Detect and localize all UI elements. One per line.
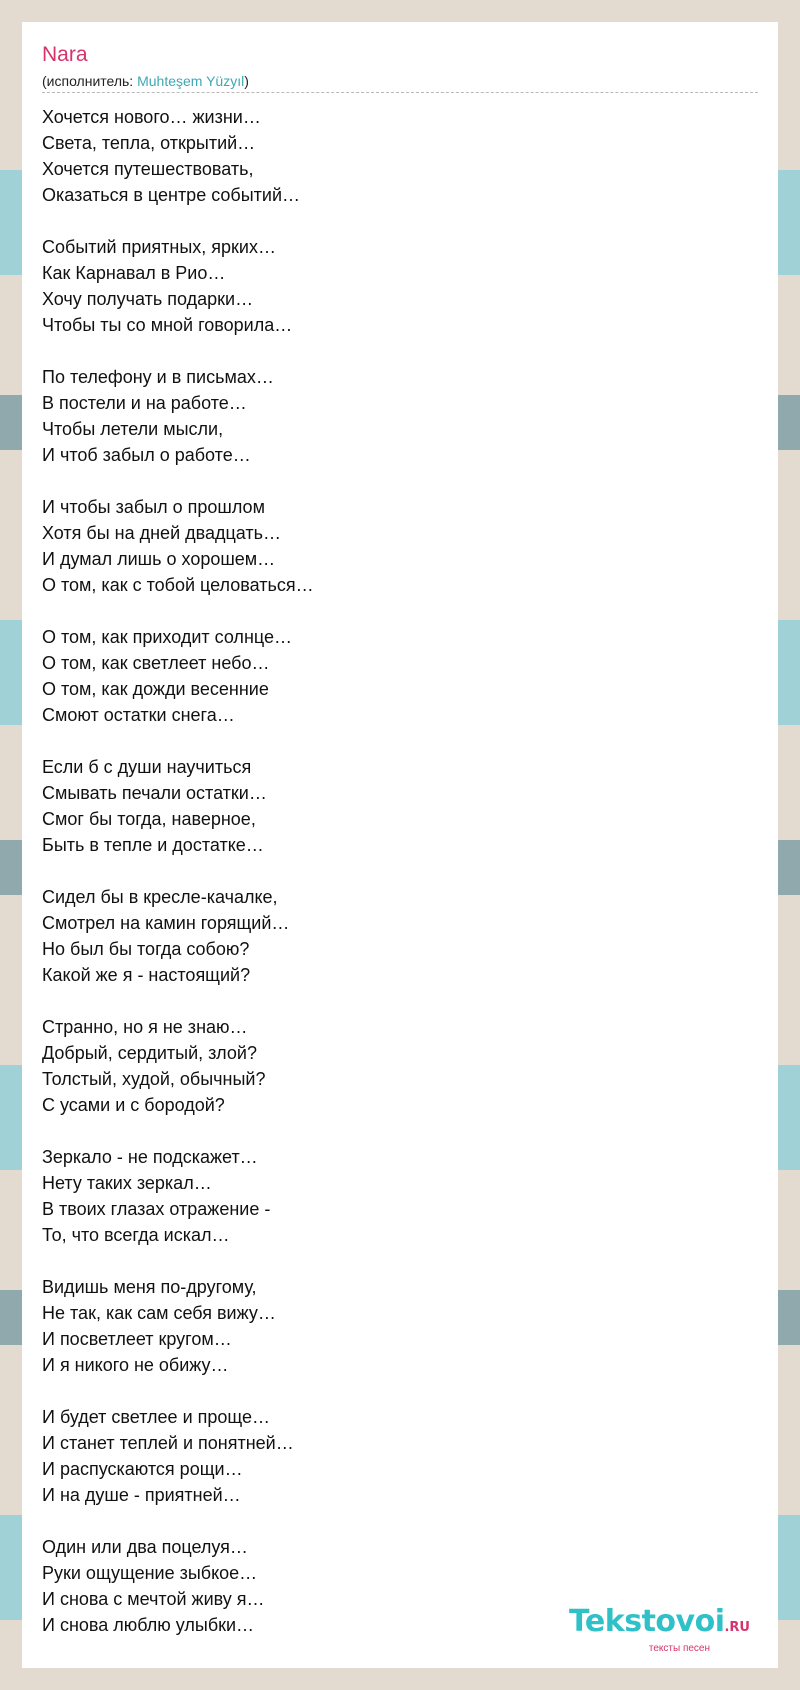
performer-link[interactable]: Muhteşem Yüzyıl <box>137 73 245 89</box>
lyrics-card <box>22 22 778 1668</box>
performer-prefix: (исполнитель: <box>42 73 138 89</box>
lyrics-line: Смог бы тогда, наверное, <box>42 809 256 829</box>
lyrics-line: По телефону и в письмах… <box>42 367 274 387</box>
lyrics-line: Чтобы летели мысли, <box>42 419 224 439</box>
lyrics-line: И снова люблю улыбки… <box>42 1615 255 1635</box>
song-header <box>42 42 758 93</box>
header-divider <box>42 92 758 93</box>
lyrics-line: И будет светлее и проще… <box>42 1407 271 1427</box>
lyrics-line: Хочется нового… жизни… <box>42 107 261 127</box>
lyrics-line: Света, тепла, открытий… <box>42 133 256 153</box>
lyrics-line: Если б с души научиться <box>42 757 252 777</box>
lyrics-stanza <box>42 234 742 338</box>
performer-line <box>42 72 758 90</box>
lyrics-line: О том, как светлеет небо… <box>42 653 270 673</box>
lyrics-line: И думал лишь о хорошем… <box>42 549 276 569</box>
lyrics-stanza <box>42 754 742 858</box>
lyrics-line: С усами и с бородой? <box>42 1095 225 1115</box>
lyrics-line: Но был бы тогда собою? <box>42 939 250 959</box>
lyrics-stanza <box>42 104 742 208</box>
lyrics-line: Хочу получать подарки… <box>42 289 254 309</box>
lyrics-stanza <box>42 1144 742 1248</box>
lyrics-line: И я никого не обижу… <box>42 1355 229 1375</box>
lyrics-line: Оказаться в центре событий… <box>42 185 301 205</box>
lyrics-line: О том, как приходит солнце… <box>42 627 292 647</box>
logo-tagline: тексты песен <box>648 1643 710 1654</box>
lyrics-line: Добрый, сердитый, злой? <box>42 1043 257 1063</box>
lyrics-line: Видишь меня по-другому, <box>42 1277 257 1297</box>
lyrics-line: О том, как с тобой целоваться… <box>42 575 314 595</box>
lyrics-line: Смывать печали остатки… <box>42 783 267 803</box>
lyrics-line: Событий приятных, ярких… <box>42 237 276 257</box>
lyrics-stanza <box>42 494 742 598</box>
lyrics-stanza <box>42 624 742 728</box>
lyrics-line: Как Карнавал в Рио… <box>42 263 226 283</box>
song-title: Nara <box>42 43 88 66</box>
lyrics-line: В постели и на работе… <box>42 393 247 413</box>
lyrics-line: И чтобы забыл о прошлом <box>42 497 265 517</box>
lyrics-stanza <box>42 1404 742 1508</box>
lyrics-stanza <box>42 884 742 988</box>
lyrics-line: Зеркало - не подскажет… <box>42 1147 258 1167</box>
lyrics-line: И посветлеет кругом… <box>42 1329 232 1349</box>
lyrics-line: Хотя бы на дней двадцать… <box>42 523 282 543</box>
lyrics-line: То, что всегда искал… <box>42 1225 230 1245</box>
logo-tld: .RU <box>724 1620 750 1635</box>
lyrics-line: Странно, но я не знаю… <box>42 1017 248 1037</box>
logo-name: Tekstovoi <box>568 1604 725 1639</box>
lyrics-line: И снова с мечтой живу я… <box>42 1589 265 1609</box>
lyrics-line: Смоют остатки снега… <box>42 705 235 725</box>
lyrics-line: Быть в тепле и достатке… <box>42 835 264 855</box>
lyrics-line: И распускаются рощи… <box>42 1459 243 1479</box>
lyrics-line: Сидел бы в кресле-качалке, <box>42 887 278 907</box>
lyrics-stanza <box>42 1014 742 1118</box>
lyrics-line: Руки ощущение зыбкое… <box>42 1563 258 1583</box>
lyrics-line: В твоих глазах отражение - <box>42 1199 271 1219</box>
lyrics-line: О том, как дожди весенние <box>42 679 269 699</box>
lyrics-stanza <box>42 1274 742 1378</box>
lyrics-line: Не так, как сам себя вижу… <box>42 1303 276 1323</box>
lyrics-line: Нету таких зеркал… <box>42 1173 212 1193</box>
lyrics-line: И чтоб забыл о работе… <box>42 445 251 465</box>
lyrics-line: Один или два поцелуя… <box>42 1537 248 1557</box>
performer-suffix: ) <box>244 73 249 89</box>
lyrics-line: И на душе - приятней… <box>42 1485 241 1505</box>
lyrics-text <box>42 104 742 1664</box>
lyrics-line: Хочется путешествовать, <box>42 159 254 179</box>
logo-wordmark <box>530 1606 750 1644</box>
lyrics-line: И станет теплей и понятней… <box>42 1433 294 1453</box>
lyrics-line: Толстый, худой, обычный? <box>42 1069 266 1089</box>
lyrics-stanza <box>42 364 742 468</box>
site-logo[interactable] <box>530 1606 750 1654</box>
lyrics-line: Какой же я - настоящий? <box>42 965 251 985</box>
lyrics-line: Смотрел на камин горящий… <box>42 913 290 933</box>
lyrics-line: Чтобы ты со мной говорила… <box>42 315 293 335</box>
